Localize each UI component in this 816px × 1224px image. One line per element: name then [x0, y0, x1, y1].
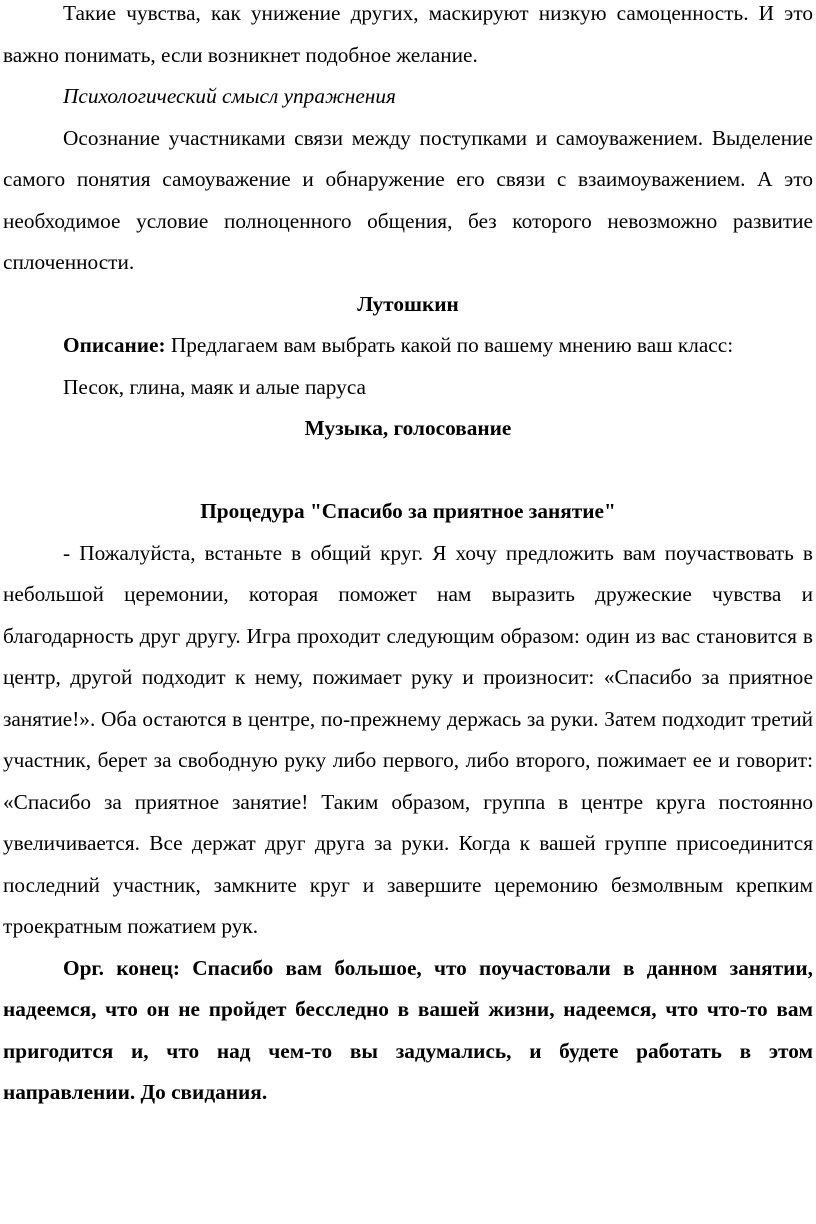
description-text: Предлагаем вам выбрать какой по вашему мнению ваш класс: [165, 333, 734, 357]
meaning-paragraph: Осознание участниками связи между поступками и самоуважением. Выделение самого понятия самоуважение и обнаружение его связи с взаимоуважением. А это необходимое условие полноценного общения, без которого невозможно развитие сплоченности. [3, 125, 813, 274]
closing-paragraph [3, 948, 813, 1114]
description-paragraph [3, 325, 813, 367]
procedure-paragraph: - Пожалуйста, встаньте в общий круг. Я хочу предложить вам поучаствовать в небольшой церемонии, которая поможет нам выразить дружеские чувства и благодарность друг другу. Игра проходит следующим образом: один из вас становится в центр, другой подходит к нему, пожимает руку и произносит: «Спасибо за приятное занятие!». Оба остаются в центре, по-прежнему держась за руки. Затем подходит третий участник, берет за свободную руку либо первого, либо второго, пожимает ее и говорит: «Спасибо за приятное занятие! Таким образом, группа в центре круга постоянно увеличивается. Все держат друг друга за руки. Когда к вашей группе присоединится последний участник, замкните круг и завершите церемонию безмолвным крепким троекратным пожатием рук. [3, 540, 813, 938]
intro-paragraph: Такие чувства, как унижение других, маскируют низкую самоценность. И это важно понимать, если возникнет подобное желание. [3, 1, 813, 67]
heading-lutoshkin: Лутошкин [357, 291, 459, 316]
options-line: Песок, глина, маяк и алые паруса [63, 374, 366, 399]
description-label: Описание: [63, 333, 166, 357]
heading-music: Музыка, голосование [304, 416, 512, 440]
heading-procedure: Процедура "Спасибо за приятное занятие" [200, 499, 616, 523]
closing-text: Спасибо вам большое, что поучастовали в данном занятии, надеемся, что он не пройдет бесследно в вашей жизни, надеемся, что что-то вам пригодится и, что над чем-то вы задумались, и будете работать в этом направлении. До свидания. [3, 955, 813, 1104]
closing-label: Орг. конец: [63, 955, 180, 980]
section-subtitle: Психологический смысл упражнения [63, 84, 396, 108]
blank-line [3, 450, 813, 492]
